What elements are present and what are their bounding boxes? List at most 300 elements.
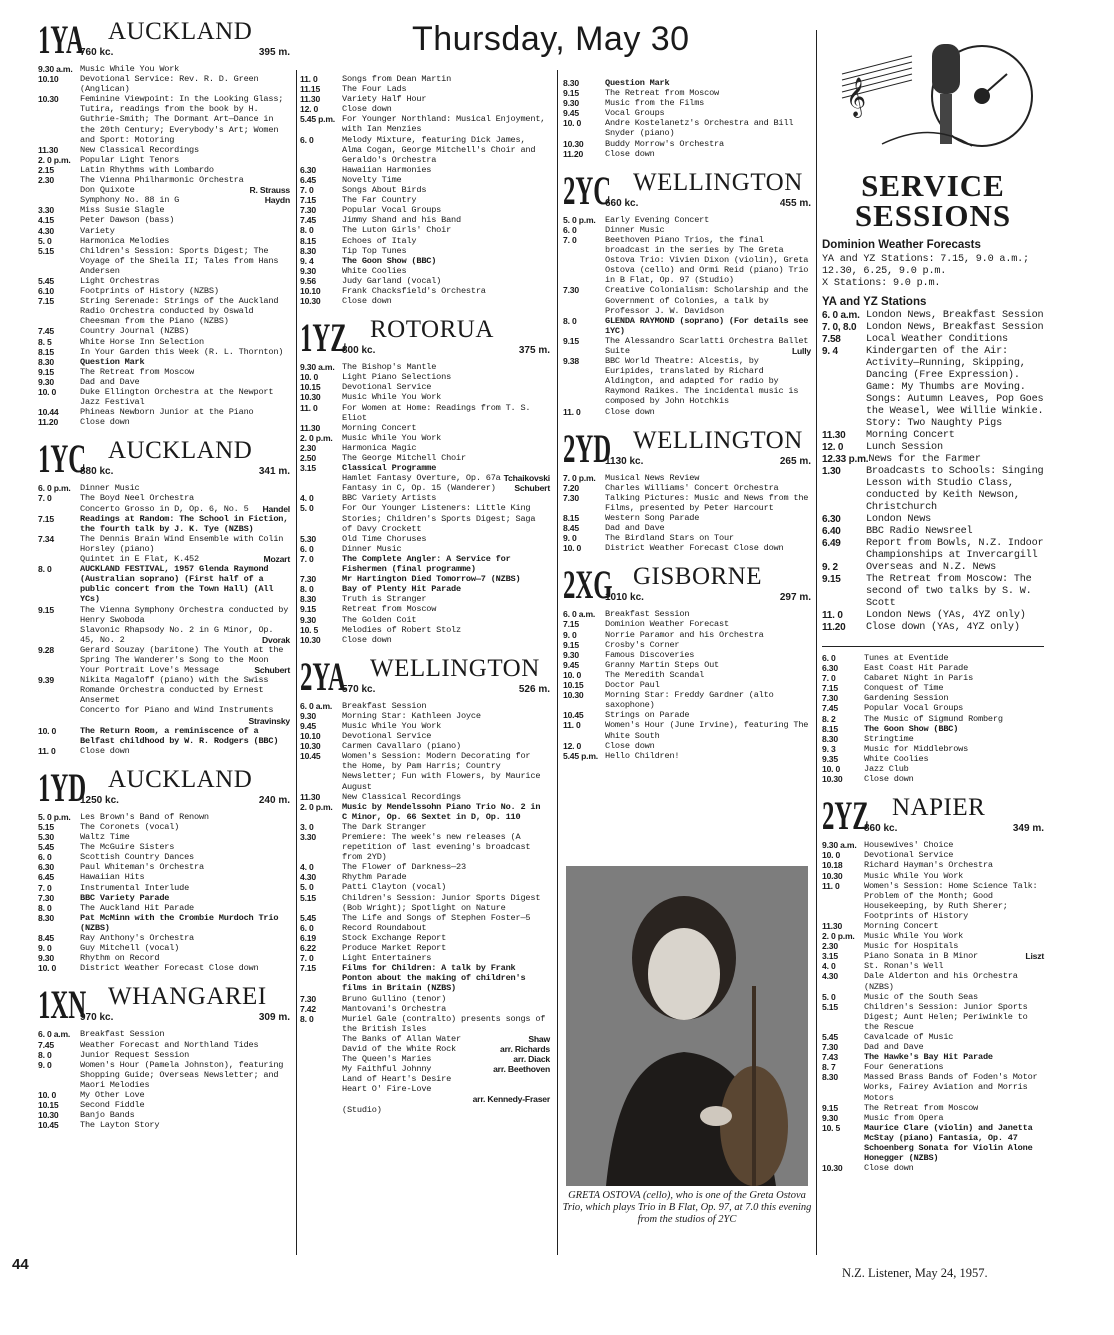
portrait-illustration — [566, 866, 808, 1186]
program-time: 6.30 — [822, 663, 838, 674]
program-time: 9.39 — [38, 675, 54, 686]
program-title: Latin Rhythms with Lombardo — [80, 164, 214, 175]
program-title: The Retreat from Moscow — [864, 1102, 979, 1113]
program-title: Andre Kostelanetz's Orchestra and Bill Snyder (piano) — [605, 118, 794, 139]
program-time: 10. 0 — [822, 850, 841, 861]
program-item — [563, 650, 811, 660]
program-time: 12. 0 — [563, 740, 582, 751]
column-3 — [563, 78, 811, 761]
program-title: The McGuire Sisters — [80, 842, 175, 853]
program-item — [822, 744, 1044, 754]
station-2yz — [822, 790, 1044, 1173]
program-time: 7.30 — [563, 492, 579, 503]
program-title: Concerto for Piano and Wind Instruments Stravinsky — [80, 705, 290, 726]
program-time: 10.45 — [563, 710, 584, 721]
program-title: Bruno Gullino (tenor) — [342, 993, 447, 1004]
program-title: The Hawke's Bay Hit Parade — [864, 1052, 993, 1063]
station-wavelength: 297 m. — [779, 592, 811, 604]
program-title: Women's Hour (Pamela Johnston), featuring Shopping Guide; Overseas Newsletter; and Maori Melodies — [80, 1059, 284, 1090]
program-item — [300, 635, 550, 645]
service-item — [822, 334, 1044, 346]
program-item — [822, 840, 1044, 850]
program-item — [38, 1060, 290, 1090]
program-title: Beethoven Piano Trios, the final broadcast in the series by The Greta Ostova Trio: Vivien Dixon (violin), Greta Ostova (cello) and Ormi Reid (piano) Trio in B Flat, Op. 97 (Studio) — [605, 234, 809, 286]
program-item — [38, 74, 290, 94]
program-item — [300, 165, 550, 175]
program-item — [822, 1002, 1044, 1032]
program-item — [300, 256, 550, 266]
program-title: Devotional Service — [342, 382, 432, 393]
program-time: 7.30 — [300, 993, 316, 1004]
program-title: Waltz Time — [80, 832, 130, 843]
station-1ya — [38, 14, 290, 427]
program-item — [300, 453, 550, 463]
program-title: Popular Vocal Groups — [864, 703, 964, 714]
weather-x: X Stations: 9.0 p.m. — [822, 278, 941, 289]
station-1xn-continued — [300, 74, 550, 306]
program-item — [38, 1050, 290, 1060]
program-item — [822, 673, 1044, 683]
program-item — [563, 88, 811, 98]
program-item — [563, 720, 811, 740]
program-item — [300, 792, 550, 802]
program-time: 11. 0 — [563, 406, 581, 417]
program-title: Morning Concert — [342, 422, 417, 433]
service-time: 7.58 — [822, 334, 841, 345]
station-frequency: 1130 kc. — [605, 455, 644, 467]
program-time: 2.30 — [822, 941, 838, 952]
program-title: String Serenade: Strings of the Auckland Radio Orchestra conducted by Oswald Cheesman from the Piano (NZBS) — [80, 296, 279, 327]
program-time: 7. 0 p.m. — [563, 472, 596, 483]
program-title: The Flower of Darkness—23 — [342, 862, 466, 873]
program-title: Maurice Clare (violin) and Janetta McStay (piano) Fantasia, Op. 47 Schoenberg Sonata for Violin Alone Honegger (NZBS) — [864, 1122, 1033, 1164]
program-item — [822, 693, 1044, 703]
program-title: Symphony No. 88 in G Haydn — [80, 195, 290, 206]
program-time: 9.30 — [563, 98, 579, 109]
program-title: Granny Martin Steps Out — [605, 659, 720, 670]
program-item — [300, 615, 550, 625]
program-item — [300, 594, 550, 604]
station-header — [822, 790, 1044, 839]
program-item — [822, 941, 1044, 951]
station-header — [38, 762, 290, 808]
program-title: Mr Hartington Died Tomorrow—7 (NZBS) — [342, 574, 521, 585]
program-title: Music from Opera — [864, 1112, 944, 1123]
program-item — [822, 1032, 1044, 1042]
program-time: 7.20 — [563, 482, 579, 493]
program-time: 10.15 — [300, 382, 321, 393]
station-header — [38, 979, 290, 1028]
program-time: 7.43 — [822, 1052, 838, 1063]
program-title: Popular Vocal Groups — [342, 205, 442, 216]
program-time: 6. 0 — [300, 922, 314, 933]
program-title: Women's Hour (June Irvine), featuring The White South — [605, 720, 809, 741]
program-time: 5.45 — [300, 912, 316, 923]
program-time: 9.15 — [38, 604, 54, 615]
station-call-sign: 2YD — [563, 425, 612, 471]
program-item — [38, 1120, 290, 1130]
program-time: 10.30 — [822, 774, 843, 785]
program-title: Light Entertainers — [342, 953, 432, 964]
program-title: Devotional Service: Rev. R. D. Green (Anglican) — [80, 74, 259, 95]
program-item — [300, 403, 550, 423]
program-item — [300, 893, 550, 913]
program-item — [300, 584, 550, 594]
station-frequency: 860 kc. — [864, 823, 898, 835]
program-time: 5.15 — [300, 892, 316, 903]
program-item — [300, 751, 550, 791]
program-title: Question Mark — [80, 356, 145, 367]
program-item — [300, 433, 550, 443]
program-title: The Vienna Philharmonic Orchestra — [80, 175, 244, 186]
program-title: Music While You Work — [864, 931, 964, 942]
column-rule — [557, 70, 558, 1255]
program-item — [38, 64, 290, 74]
program-time: 8.30 — [822, 733, 838, 744]
program-title: The Retreat from Moscow — [605, 88, 720, 99]
program-time: 9.30 — [38, 953, 54, 964]
program-title: The Dennis Brain Wind Ensemble with Colin Horsley (piano) — [80, 533, 284, 554]
station-city: AUCKLAND — [108, 18, 253, 45]
program-title: Ray Anthony's Orchestra — [80, 933, 195, 944]
program-title: Premiere: The week's new releases (A repetition of last evening's broadcast from 2YD) — [342, 832, 531, 863]
program-title: District Weather Forecast Close down — [605, 543, 784, 554]
composer: Dvorak — [262, 634, 290, 645]
program-title: Buddy Morrow's Orchestra — [605, 138, 724, 149]
program-title: Cavalcade of Music — [864, 1032, 954, 1042]
station-city: GISBORNE — [633, 563, 763, 591]
program-time: 7.34 — [38, 533, 54, 544]
program-time: 7.15 — [300, 963, 316, 974]
program-item — [300, 574, 550, 584]
program-title: The Return Room, a reminiscence of a Belfast childhood by W. R. Rodgers (BBC) — [80, 725, 279, 746]
program-item — [300, 1074, 550, 1084]
program-item — [38, 832, 290, 842]
service-item — [822, 346, 1044, 430]
program-time: 10. 0 — [563, 118, 582, 129]
program-item — [300, 554, 550, 574]
composer: Handel — [262, 503, 290, 514]
program-title: BBC World Theatre: Alcestis, by Euripides, translated by Richard Aldington, and adapted for radio by Raymond Raikes. The incidental music is composed by John Hotchkis — [605, 356, 799, 407]
program-time: 11. 0 — [822, 880, 840, 891]
program-title: Instrumental Interlude — [80, 882, 190, 893]
program-item — [38, 842, 290, 852]
svg-text:𝄞: 𝄞 — [846, 77, 867, 117]
program-item — [38, 185, 290, 195]
program-item — [822, 881, 1044, 921]
program-item — [822, 951, 1044, 961]
program-title: Gardening Session — [864, 693, 949, 704]
program-time: 7. 0 — [38, 493, 52, 504]
program-time: 7.30 — [300, 205, 316, 216]
program-item — [38, 1040, 290, 1050]
program-item — [563, 483, 811, 493]
service-title-text: London News (YAs, 4YZ only) — [866, 610, 1026, 621]
program-title: New Classical Recordings — [342, 791, 461, 802]
program-time: 7.30 — [563, 285, 579, 296]
service-item — [822, 454, 1044, 466]
program-item — [300, 913, 550, 923]
service-item — [822, 442, 1044, 454]
station-wavelength: 309 m. — [258, 1012, 290, 1024]
program-item — [822, 774, 1044, 784]
program-item — [822, 734, 1044, 744]
program-item — [300, 731, 550, 741]
program-item — [563, 407, 811, 417]
program-title: My Faithful Johnny arr. Beethoven — [342, 1064, 550, 1075]
program-title: Echoes of Italy — [342, 235, 417, 246]
program-item — [300, 382, 550, 392]
program-title: Gerard Souzay (baritone) The Youth at the Spring The Wanderer's Song to the Moon Your Portrait Love's Message Schubert — [80, 644, 290, 676]
program-title: Morning Star: Kathleen Joyce — [342, 710, 481, 721]
program-time: 5. 0 — [300, 503, 314, 514]
program-title: Harmonica Melodies — [80, 235, 170, 246]
program-item — [38, 913, 290, 933]
program-time: 9.35 — [822, 753, 838, 764]
program-title: White Coolies — [864, 753, 929, 764]
program-time: 6.10 — [38, 286, 54, 297]
program-time: 5. 0 — [822, 991, 836, 1002]
program-time: 9. 0 — [38, 943, 52, 954]
program-item — [38, 933, 290, 943]
program-title: New Classical Recordings — [80, 144, 199, 155]
program-title: The Luton Girls' Choir — [342, 225, 452, 236]
program-title: Songs from Dean Martin — [342, 74, 452, 84]
service-title-text: News for the Farmer — [868, 454, 981, 465]
program-item — [300, 701, 550, 711]
program-title: The Goon Show (BBC) — [342, 255, 437, 266]
program-title: The Meredith Scandal — [605, 669, 705, 680]
program-title: Music While You Work — [864, 870, 964, 881]
program-time: 6.45 — [300, 174, 316, 185]
program-list — [300, 362, 550, 645]
station-2yd — [563, 423, 811, 554]
program-item — [563, 225, 811, 235]
program-time: 2.30 — [300, 442, 316, 453]
program-item — [38, 326, 290, 336]
program-title: The Bishop's Mantle — [342, 362, 437, 373]
program-title: Breakfast Session — [80, 1029, 165, 1040]
program-title: Melodies of Robert Stolz — [342, 624, 461, 635]
program-title: The Far Country — [342, 195, 417, 206]
station-header — [563, 423, 811, 469]
program-time: 5.45 p.m. — [563, 750, 598, 761]
program-time: 7.15 — [822, 683, 838, 694]
program-title: The George Mitchell Choir — [342, 453, 466, 463]
program-item — [822, 850, 1044, 860]
program-time: 7. 0 — [822, 673, 836, 684]
service-title-text: Local Weather Conditions — [866, 334, 1008, 345]
program-item — [300, 1084, 550, 1094]
program-item — [38, 514, 290, 534]
program-item — [822, 1062, 1044, 1072]
program-time: 6. 0 — [300, 543, 314, 554]
program-time: 5. 0 p.m. — [563, 214, 596, 225]
program-time: 11. 0 — [300, 402, 318, 413]
program-item — [563, 473, 811, 483]
program-item — [563, 215, 811, 225]
station-2yc — [563, 165, 811, 417]
program-time: 11. 0 — [300, 74, 318, 84]
composer: R. Strauss — [249, 185, 290, 196]
program-title: Cabaret Night in Paris — [864, 673, 974, 684]
station-frequency: 800 kc. — [342, 345, 376, 357]
program-title: Close down — [864, 1163, 914, 1174]
program-item — [300, 503, 550, 533]
program-item — [563, 493, 811, 513]
program-item — [38, 145, 290, 155]
program-time: 6. 0 — [822, 653, 836, 663]
program-list — [563, 609, 811, 760]
program-item — [563, 139, 811, 149]
program-item — [300, 1105, 550, 1115]
service-item — [822, 574, 1044, 610]
program-item — [300, 802, 550, 822]
program-time: 8.45 — [38, 933, 54, 944]
service-title-text: Report from Bowls, N.Z. Indoor Championships at Invercargill — [866, 538, 1044, 561]
program-item — [38, 872, 290, 882]
service-title-text: BBC Radio Newsreel — [866, 526, 973, 537]
program-time: 10.30 — [38, 1110, 59, 1121]
program-title: Paul Whiteman's Orchestra — [80, 862, 204, 873]
program-list — [38, 1029, 290, 1130]
program-item — [38, 625, 290, 645]
program-title: Junior Request Session — [80, 1049, 190, 1060]
service-item — [822, 610, 1044, 622]
program-title: Country Journal (NZBS) — [80, 326, 190, 337]
station-frequency: 1010 kc. — [605, 592, 644, 604]
program-title: Dale Alderton and his Orchestra (NZBS) — [864, 971, 1018, 992]
composer: Liszt — [1025, 951, 1044, 962]
program-time: 7.42 — [300, 1003, 316, 1014]
station-city: AUCKLAND — [108, 765, 253, 793]
program-item — [300, 1044, 550, 1054]
program-time: 8. 0 — [38, 902, 52, 913]
service-title-text: Lunch Session — [866, 442, 943, 453]
program-title: Hamlet Fantasy Overture, Op. 67a Tchaikovski — [342, 473, 550, 484]
program-time: 9.45 — [563, 659, 579, 670]
program-title: The Retreat from Moscow — [80, 366, 195, 377]
program-time: 5.45 — [38, 275, 54, 286]
program-item — [38, 564, 290, 604]
program-title: Dominion Weather Forecast — [605, 619, 729, 630]
service-time: 11.20 — [822, 622, 846, 633]
program-item — [563, 680, 811, 690]
station-header — [300, 312, 550, 361]
program-title: Close down — [80, 417, 130, 428]
program-title: Footprints of History (NZBS) — [80, 286, 219, 297]
program-time: 7.45 — [822, 703, 838, 714]
program-item — [38, 205, 290, 215]
composer: Mozart — [263, 554, 290, 565]
station-2xg-evening — [822, 653, 1044, 784]
program-title: Rhythm on Record — [80, 953, 160, 964]
program-item — [563, 316, 811, 336]
program-title: Western Song Parade — [605, 513, 700, 523]
program-time: 8.30 — [822, 1072, 838, 1083]
program-time: 5.45 — [822, 1032, 838, 1042]
program-item — [38, 357, 290, 367]
program-time: 9.15 — [822, 1102, 838, 1113]
program-item — [563, 710, 811, 720]
program-item — [38, 605, 290, 625]
program-title: The Music of Sigmund Romberg — [864, 713, 1003, 724]
program-item — [563, 741, 811, 751]
program-time: 11.30 — [300, 791, 321, 802]
program-item — [38, 347, 290, 357]
station-1yd — [38, 762, 290, 974]
program-title: Musical News Review — [605, 472, 700, 483]
program-time: 7. 0 — [563, 234, 577, 245]
program-title: Hawaiian Harmonies — [342, 164, 432, 175]
station-header — [300, 651, 550, 697]
program-item — [300, 135, 550, 165]
program-item — [300, 483, 550, 493]
program-time: 10. 5 — [300, 624, 319, 635]
program-item — [38, 493, 290, 503]
composer: Tchaikovski — [503, 473, 550, 484]
program-title: Music While You Work — [80, 64, 180, 74]
program-item — [822, 764, 1044, 774]
greta-ostova-photo — [566, 866, 808, 1186]
program-title: Second Fiddle — [80, 1100, 145, 1111]
stations-heading: YA and YZ Stations — [822, 296, 927, 308]
program-time: 9.15 — [563, 88, 579, 99]
program-time: 8.30 — [563, 78, 579, 88]
program-title: Retreat from Moscow — [342, 604, 437, 615]
program-item — [38, 246, 290, 276]
program-time: 8.15 — [38, 346, 54, 357]
program-time: 3.15 — [822, 951, 838, 962]
program-item — [300, 963, 550, 993]
service-list — [822, 310, 1044, 634]
station-wavelength: 526 m. — [518, 683, 550, 695]
program-time: 6.45 — [38, 872, 54, 883]
service-time: 12. 0 — [822, 442, 844, 453]
program-title: The Golden Coit — [342, 614, 417, 625]
program-item — [38, 417, 290, 427]
program-title: For Our Younger Listeners: Little King Stories; Children's Sports Digest; Saga of Davy Crockett — [342, 503, 536, 534]
program-item — [822, 1163, 1044, 1173]
program-title: Les Brown's Band of Renown — [80, 811, 209, 822]
program-item — [300, 923, 550, 933]
program-title: Talking Pictures: Music and News from the Films, presented by Peter Harcourt — [605, 492, 809, 513]
program-item — [563, 523, 811, 533]
station-call-sign: 1XN — [38, 982, 87, 1028]
program-title: The Auckland Hit Parade — [80, 902, 195, 913]
program-time: 8.30 — [300, 245, 316, 256]
program-title: Music of the South Seas — [864, 991, 979, 1002]
program-time: 8. 2 — [822, 713, 836, 724]
program-item — [300, 1064, 550, 1074]
program-list — [38, 812, 290, 974]
program-list — [300, 701, 550, 1115]
program-time: 4. 0 — [300, 493, 314, 504]
program-title: Women's Session: Home Science Talk: Problem of the Month; Good Housekeeping, by Ruth Sherer; Footprints of History — [864, 880, 1038, 921]
program-title: Piano Sonata in B Minor Liszt — [864, 951, 1044, 962]
program-title: The Four Lads — [342, 84, 407, 95]
program-time: 7.30 — [38, 892, 54, 903]
program-title: Readings at Random: The School in Fiction, the fourth talk by J. K. Tye (NZBS) — [80, 513, 289, 534]
program-item — [300, 832, 550, 862]
service-time: 6.40 — [822, 526, 841, 537]
program-item — [38, 387, 290, 407]
program-time: 4. 0 — [300, 862, 314, 873]
program-time: 6.19 — [300, 932, 316, 943]
program-title: Crosby's Corner — [605, 639, 680, 650]
station-call-sign: 1YD — [38, 764, 87, 810]
program-item — [38, 377, 290, 387]
